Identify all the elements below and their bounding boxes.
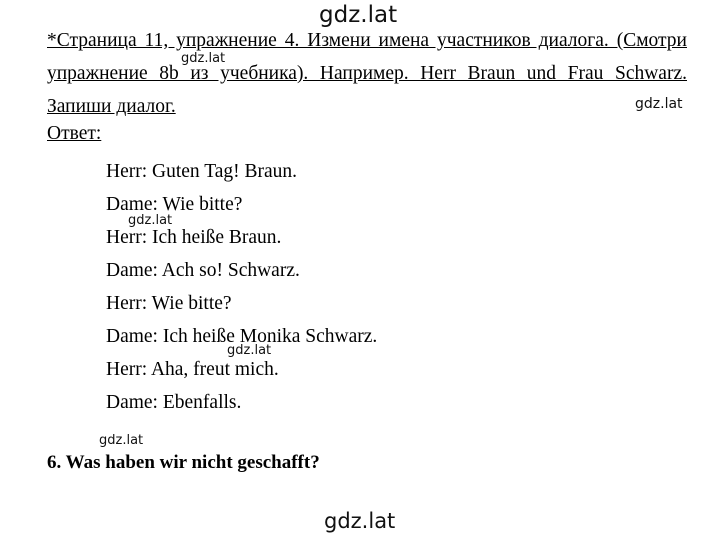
dialog-line: Dame: Ach so! Schwarz. <box>106 260 300 281</box>
dialog-line: Herr: Wie bitte? <box>106 293 232 314</box>
dialog-line: Dame: Ich heiße Monika Schwarz. <box>106 326 378 347</box>
watermark-right: gdz.lat <box>635 96 683 112</box>
section-heading: 6. Was haben wir nicht geschafft? <box>47 452 320 473</box>
dialog-line: Dame: Wie bitte? <box>106 194 243 215</box>
watermark-top: gdz.lat <box>319 2 398 28</box>
dialog-line: Herr: Aha, freut mich. <box>106 359 279 380</box>
watermark-bottom: gdz.lat <box>324 509 396 533</box>
dialog-line: Herr: Ich heiße Braun. <box>106 227 282 248</box>
watermark-dialog-1: gdz.lat <box>128 213 173 228</box>
dialog-line: Herr: Guten Tag! Braun. <box>106 161 298 182</box>
watermark-dialog-2: gdz.lat <box>227 343 272 358</box>
dialog-line: Dame: Ebenfalls. <box>106 392 242 413</box>
task-text: *Страница 11, упражнение 4. Измени имена участников диалога. (Смотри упражнение 8b из учебника). Например. Herr Braun und Frau Schwarz. Запиши диалог. <box>47 30 687 117</box>
answer-label: Ответ: <box>47 123 102 144</box>
dialog-list <box>106 155 377 419</box>
watermark-lower-left: gdz.lat <box>99 433 144 448</box>
watermark-near-task: gdz.lat <box>181 51 226 66</box>
